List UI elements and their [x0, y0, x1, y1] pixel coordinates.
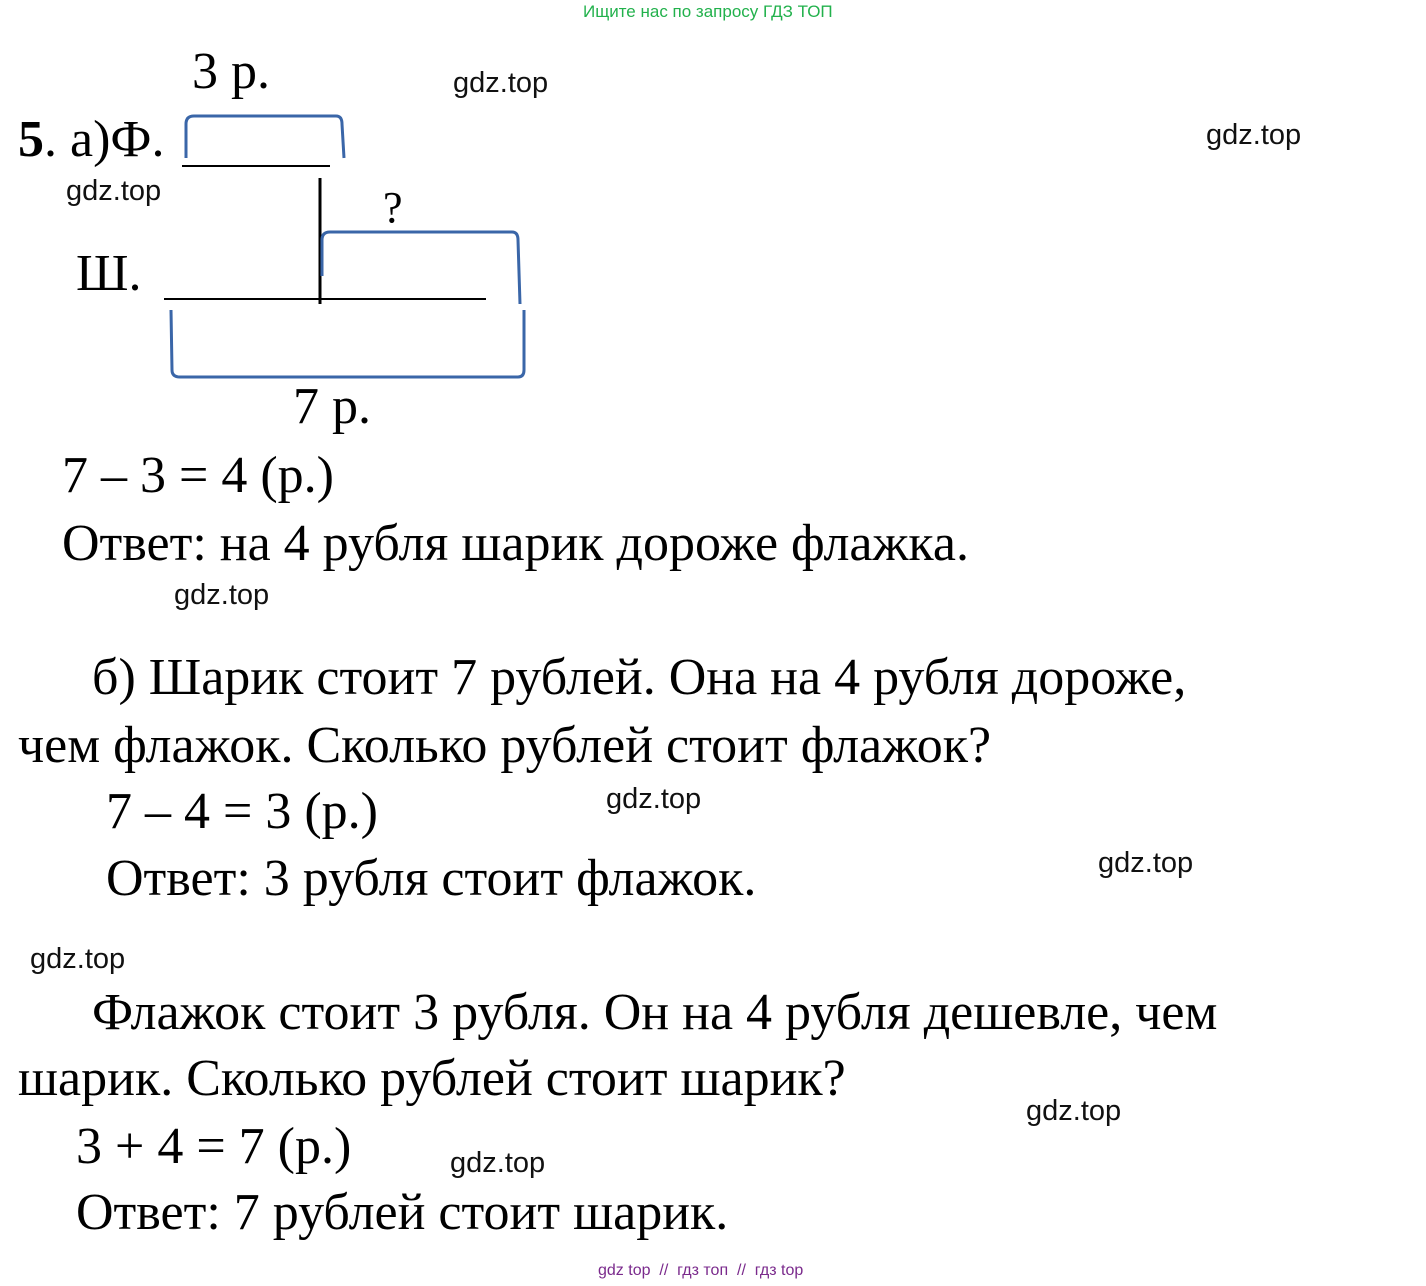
- part-c-equation: 3 + 4 = 7 (р.): [76, 1118, 352, 1175]
- part-b-equation: 7 – 4 = 3 (р.): [106, 783, 378, 840]
- bottom-bracket: [171, 310, 524, 377]
- watermark: gdz.top: [66, 175, 162, 207]
- part-c-problem-line1: Флажок стоит 3 рубля. Он на 4 рубля дешевле, чем: [92, 984, 1218, 1041]
- ball-row-label: Ш.: [76, 245, 142, 302]
- question-label: ?: [383, 183, 403, 232]
- watermark: gdz.top: [1026, 1095, 1122, 1127]
- search-banner: Ищите нас по запросу ГДЗ ТОП: [583, 2, 833, 21]
- question-bracket: [322, 232, 520, 304]
- watermark: gdz.top: [606, 783, 702, 815]
- top-bracket: [186, 116, 344, 158]
- part-b-problem-line1: б) Шарик стоит 7 рублей. Она на 4 рубля дороже,: [92, 649, 1187, 706]
- footer-watermark: gdz top // гдз топ // гдз top: [598, 1262, 804, 1279]
- part-c-answer: Ответ: 7 рублей стоит шарик.: [76, 1184, 729, 1241]
- watermark: gdz.top: [30, 943, 126, 975]
- part-a-answer: Ответ: на 4 рубля шарик дороже флажка.: [62, 515, 969, 572]
- part-c-problem-line2: шарик. Сколько рублей стоит шарик?: [18, 1050, 846, 1107]
- watermark: gdz.top: [453, 67, 549, 99]
- watermark: gdz.top: [1206, 119, 1302, 151]
- watermark: gdz.top: [174, 579, 270, 611]
- watermark: gdz.top: [1098, 847, 1194, 879]
- part-b-problem-line2: чем флажок. Сколько рублей стоит флажок?: [18, 717, 992, 774]
- part-b-answer: Ответ: 3 рубля стоит флажок.: [106, 850, 757, 907]
- watermark: gdz.top: [450, 1147, 546, 1179]
- problem-header: [18, 111, 165, 168]
- bottom-bracket-label: 7 р.: [293, 378, 371, 435]
- part-a-label: . а)Ф.: [44, 111, 165, 168]
- top-bracket-label: 3 р.: [192, 43, 270, 100]
- part-a-equation: 7 – 3 = 4 (р.): [62, 447, 334, 504]
- problem-number: 5: [18, 111, 44, 168]
